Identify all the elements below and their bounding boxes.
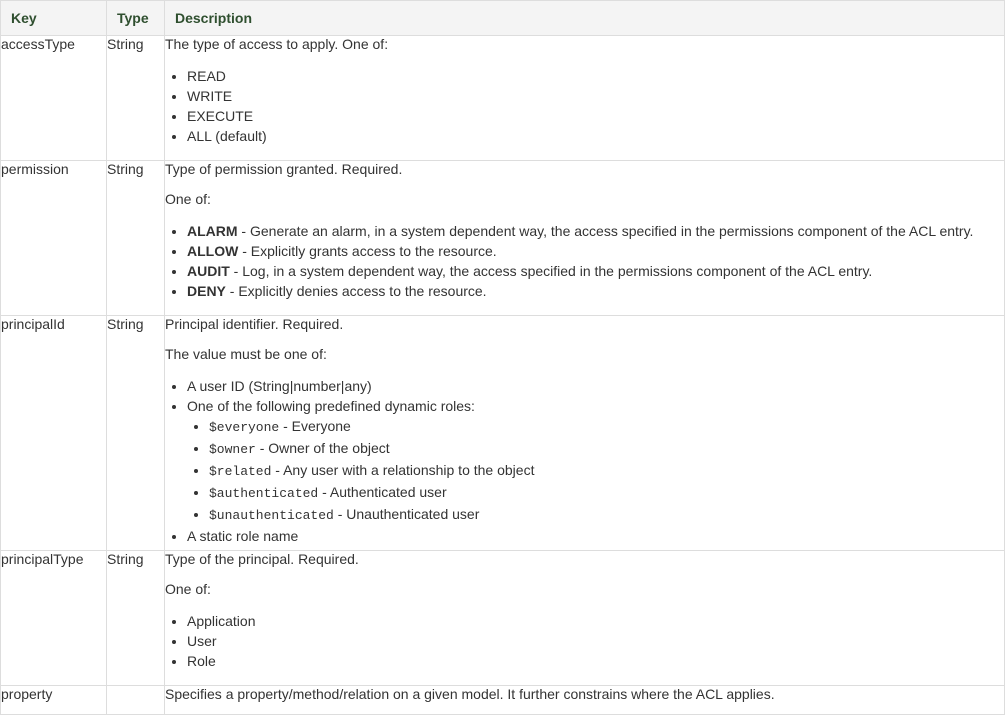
option-term: DENY (187, 283, 226, 299)
list-item: • Role (187, 651, 1004, 671)
option-text: - Explicitly denies access to the resource. (225, 283, 487, 299)
role-text: - Unauthenticated user (333, 506, 480, 522)
description-text: The value must be one of: (165, 346, 327, 362)
description-text: Type of permission granted. Required. (165, 161, 403, 177)
role-code: $everyone (209, 420, 280, 435)
list-item (187, 281, 1004, 301)
role-code: $related (209, 464, 272, 479)
table-row-permission (1, 161, 1005, 316)
type-cell: String (107, 36, 165, 161)
list-item (187, 241, 1004, 261)
type-cell: String (107, 316, 165, 551)
role-text: - Authenticated user (318, 484, 447, 500)
role-code: $authenticated (209, 486, 319, 501)
description-cell (165, 551, 1005, 686)
list-item (209, 482, 1004, 504)
list-item: • READ (187, 66, 1004, 86)
list-item: • User (187, 631, 1004, 651)
option-term: AUDIT (187, 263, 230, 279)
table-header-row (1, 1, 1005, 36)
option-text: - Explicitly grants access to the resource. (238, 243, 497, 259)
option-term: ALLOW (187, 243, 239, 259)
description-text: The type of access to apply. One of: (165, 36, 389, 52)
table-row-property (1, 686, 1005, 715)
description-text: Principal identifier. Required. (165, 316, 344, 332)
key-cell: permission (1, 161, 107, 316)
header-description: Description (165, 1, 1005, 36)
list-item: • WRITE (187, 86, 1004, 106)
table-row-accesstype (1, 36, 1005, 161)
key-cell: accessType (1, 36, 107, 161)
options-list (165, 66, 1004, 146)
list-item (209, 416, 1004, 438)
option-text: One of the following predefined dynamic roles: (187, 398, 475, 414)
table-row-principalid (1, 316, 1005, 551)
description-text: One of: (165, 191, 211, 207)
key-cell: property (1, 686, 107, 715)
option-term: ALARM (187, 223, 238, 239)
option-text: - Log, in a system dependent way, the access specified in the permissions component of the ACL entry. (229, 263, 873, 279)
type-cell: String (107, 551, 165, 686)
header-type: Type (107, 1, 165, 36)
description-text: One of: (165, 581, 211, 597)
list-item (187, 261, 1004, 281)
key-cell: principalId (1, 316, 107, 551)
description-cell (165, 161, 1005, 316)
options-list (165, 376, 1004, 546)
list-item: • ALL (default) (187, 126, 1004, 146)
description-text: Specifies a property/method/relation on a given model. It further constrains where the ACL applies. (165, 686, 775, 702)
type-cell (107, 686, 165, 715)
table-row-principaltype (1, 551, 1005, 686)
description-cell (165, 316, 1005, 551)
list-item (187, 221, 1004, 241)
list-item (187, 396, 1004, 526)
list-item: • A user ID (String|number|any) (187, 376, 1004, 396)
role-text: - Any user with a relationship to the object (271, 462, 535, 478)
role-text: - Owner of the object (255, 440, 390, 456)
role-text: - Everyone (279, 418, 351, 434)
list-item: • A static role name (187, 526, 1004, 546)
list-item (209, 504, 1004, 526)
description-cell (165, 686, 1005, 715)
role-code: $unauthenticated (209, 508, 334, 523)
type-cell: String (107, 161, 165, 316)
description-text: Type of the principal. Required. (165, 551, 359, 567)
options-list (165, 221, 1004, 301)
list-item: • Application (187, 611, 1004, 631)
list-item (209, 460, 1004, 482)
header-key: Key (1, 1, 107, 36)
list-item: • EXECUTE (187, 106, 1004, 126)
key-cell: principalType (1, 551, 107, 686)
description-cell (165, 36, 1005, 161)
list-item (209, 438, 1004, 460)
option-text: - Generate an alarm, in a system dependent way, the access specified in the permissions component of the ACL entry. (237, 223, 974, 239)
roles-list (187, 416, 1004, 526)
role-code: $owner (209, 442, 256, 457)
options-list (165, 611, 1004, 671)
